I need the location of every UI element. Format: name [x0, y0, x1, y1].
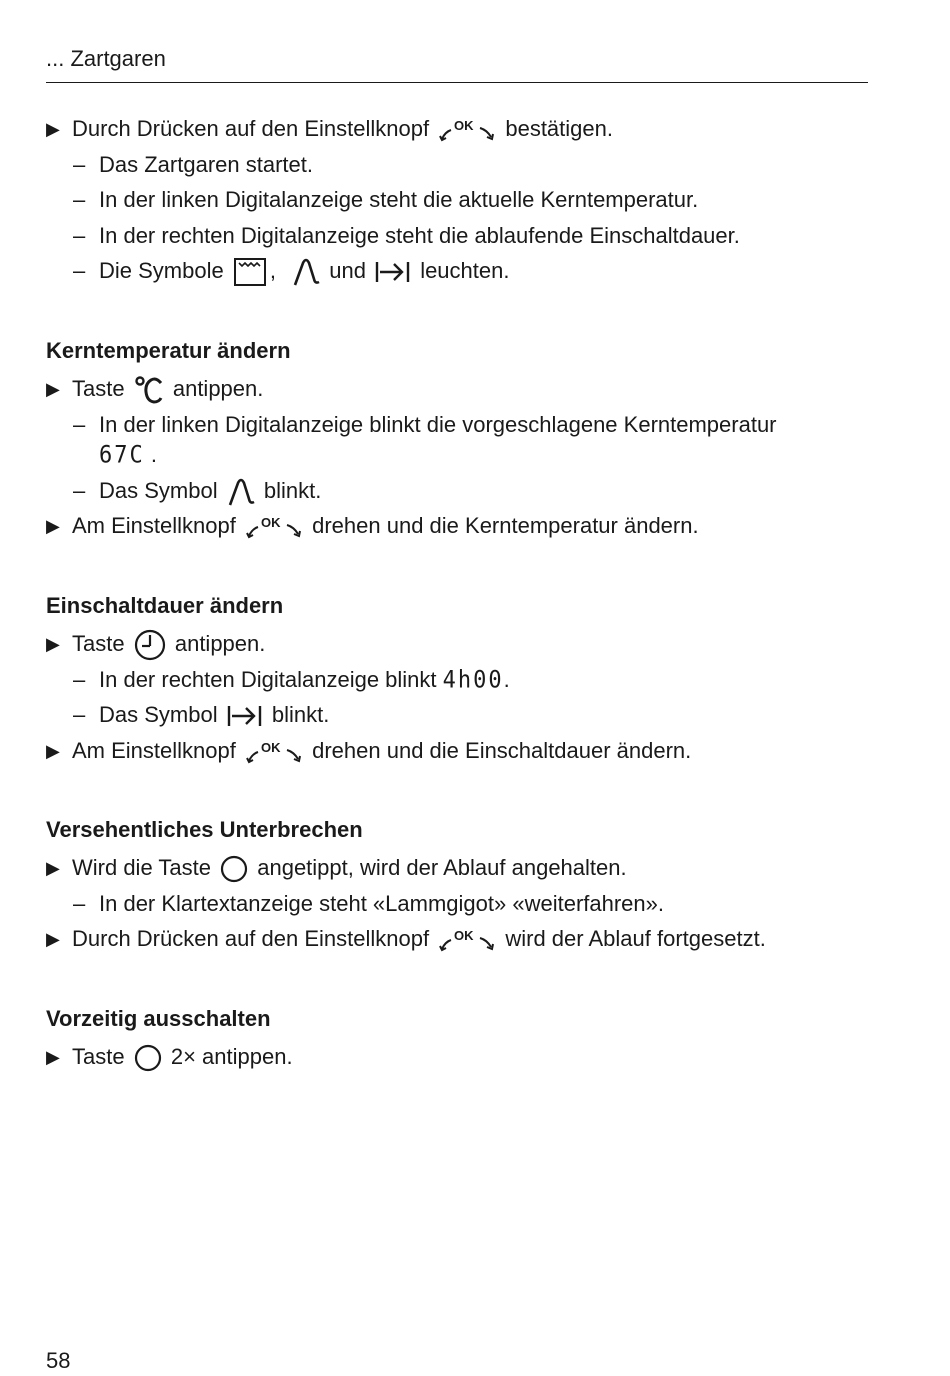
instruction-step [46, 1042, 906, 1078]
result-text: In der linken Digitalanzeige blinkt die vorgeschlagene Kerntemperatur [99, 411, 777, 437]
result-item [46, 185, 906, 221]
step-text: antippen. [174, 631, 266, 656]
result-text: blinkt. [263, 477, 322, 503]
digital-display-value: 67C [99, 441, 145, 469]
section-unterbrechen [46, 815, 906, 960]
result-item [46, 665, 906, 701]
result-text: In der Klartextanzeige steht «Lammgigot» «weiterfahren». [99, 890, 664, 916]
step-text: Durch Drücken auf den Einstellknopf [72, 116, 430, 141]
step-marker: ▶ [46, 516, 60, 536]
result-item [46, 889, 906, 925]
instruction-step [46, 114, 906, 150]
duration-icon [375, 259, 411, 285]
section-heading: Einschaltdauer ändern [46, 593, 284, 618]
oven-grill-icon [233, 257, 267, 287]
instruction-step [46, 736, 906, 772]
result-text: . [503, 666, 510, 692]
step-text: Taste [72, 1044, 125, 1069]
dash-marker: – [73, 702, 86, 727]
step-marker: ▶ [46, 634, 60, 654]
dash-marker: – [73, 890, 86, 916]
result-item [46, 221, 906, 257]
intro-section [46, 114, 906, 292]
circle-button-icon [134, 1044, 162, 1072]
ok-knob-icon [245, 514, 303, 540]
instruction-step [46, 629, 906, 665]
result-text: In der rechten Digitalanzeige steht die ablaufende Einschaltdauer. [99, 222, 740, 248]
celsius-icon [134, 375, 164, 405]
dash-marker: – [73, 258, 86, 283]
result-item [46, 410, 906, 476]
step-marker: ▶ [46, 858, 60, 878]
page-number: 58 [46, 1348, 71, 1373]
result-item [46, 476, 906, 512]
result-text: Das Symbol [99, 477, 218, 503]
instruction-step [46, 511, 906, 547]
digital-display-value: 4h00 [442, 666, 504, 694]
section-heading: Vorzeitig ausschalten [46, 1006, 271, 1031]
step-text: drehen und die Kerntemperatur ändern. [312, 513, 699, 538]
result-item [46, 150, 906, 186]
step-text: Am Einstellknopf [72, 513, 236, 538]
ok-knob-icon [245, 739, 303, 765]
dash-marker: – [73, 187, 86, 212]
instruction-step [46, 924, 906, 960]
step-text: drehen und die Einschaltdauer ändern. [312, 737, 692, 763]
svg-text:OK: OK [260, 739, 281, 755]
dash-marker: – [73, 411, 86, 437]
duration-icon [227, 703, 263, 729]
probe-icon [292, 257, 320, 287]
step-marker: ▶ [46, 740, 60, 761]
step-text: antippen. [172, 376, 264, 401]
instruction-step [46, 853, 906, 889]
step-text: Taste [72, 631, 125, 656]
instruction-step [46, 374, 906, 410]
section-heading: Kerntemperatur ändern [46, 338, 291, 363]
result-text: Die Symbole [99, 258, 224, 283]
step-text: 2× antippen. [170, 1044, 293, 1069]
step-text: Am Einstellknopf [72, 737, 236, 763]
result-text: blinkt. [271, 702, 330, 727]
step-marker: ▶ [46, 1047, 60, 1067]
svg-text:OK: OK [454, 118, 474, 134]
result-text: Das Zartgaren startet. [99, 151, 313, 177]
probe-icon [227, 477, 255, 507]
dash-marker: – [73, 151, 86, 177]
step-text: wird der Ablauf fortgesetzt. [505, 926, 766, 951]
svg-text:OK: OK [260, 515, 281, 531]
result-text: , [269, 258, 276, 283]
section-kerntemperatur [46, 336, 906, 547]
clock-icon [134, 629, 166, 661]
step-text: Durch Drücken auf den Einstellknopf [72, 926, 430, 951]
result-item [46, 700, 906, 736]
step-text: angetippt, wird der Ablauf angehalten. [257, 855, 627, 880]
result-text: In der rechten Digitalanzeige blinkt [99, 666, 437, 692]
result-text: Das Symbol [99, 702, 218, 727]
section-einschaltdauer [46, 591, 906, 771]
step-marker: ▶ [46, 379, 60, 399]
circle-button-icon [220, 855, 248, 883]
result-text: In der linken Digitalanzeige steht die aktuelle Kerntemperatur. [99, 187, 699, 212]
dash-marker: – [73, 477, 86, 503]
ok-knob-icon [438, 927, 496, 953]
result-text: . [150, 441, 157, 467]
step-text: bestätigen. [505, 116, 613, 141]
dash-marker: – [73, 666, 86, 692]
step-marker: ▶ [46, 929, 60, 949]
dash-marker: – [73, 222, 86, 248]
step-marker: ▶ [46, 119, 60, 139]
section-ausschalten [46, 1004, 906, 1078]
step-text: Taste [72, 376, 125, 401]
result-text: leuchten. [420, 258, 510, 283]
section-heading: Versehentliches Unterbrechen [46, 817, 363, 842]
result-text: und [329, 258, 366, 283]
result-item [46, 256, 906, 292]
ok-knob-icon [438, 117, 496, 143]
step-text: Wird die Taste [72, 855, 211, 880]
svg-text:OK: OK [454, 928, 474, 944]
running-head: ... Zartgaren [46, 44, 868, 83]
